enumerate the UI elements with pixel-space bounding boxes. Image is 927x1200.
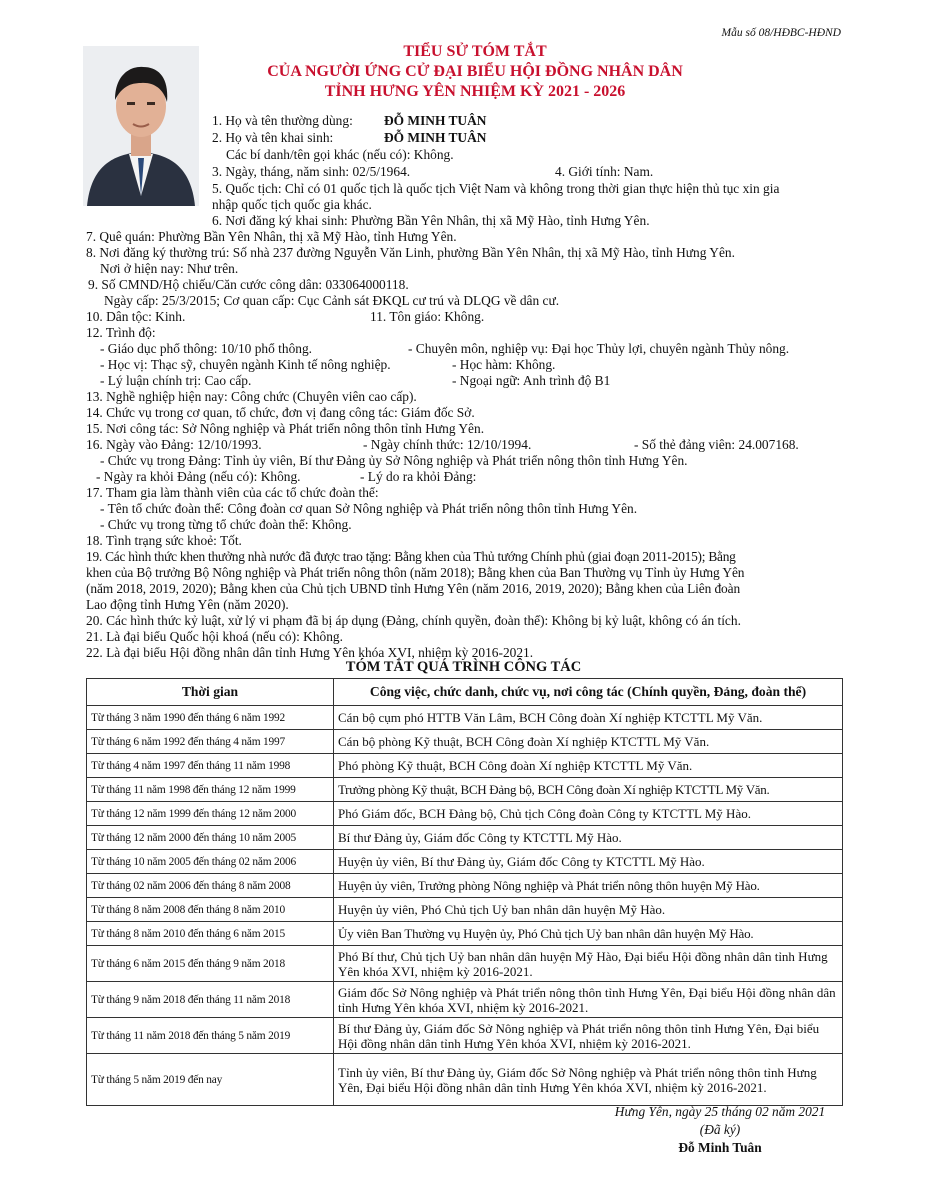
table-row xyxy=(87,730,843,754)
nationality-line-1: 5. Quốc tịch: Chỉ có 01 quốc tịch là quốc tịch Việt Nam và không trong thời gian thực hiện thủ tục xin gia xyxy=(212,181,780,196)
discipline: 20. Các hình thức kỷ luật, xử lý vi phạm đã bị áp dụng (Đảng, chính quyền, đoàn thể): Không bị kỷ luật, không có án tích. xyxy=(86,613,741,628)
id-issue: Ngày cấp: 25/3/2015; Cơ quan cấp: Cục Cảnh sát ĐKQL cư trú và DLQG về dân cư. xyxy=(104,293,560,308)
period-cell: Từ tháng 5 năm 2019 đến nay xyxy=(87,1054,334,1106)
title-line-1: TIỂU SỬ TÓM TẮT xyxy=(403,43,547,60)
id-number: 9. Số CMND/Hộ chiếu/Căn cước công dân: 033064000118. xyxy=(88,277,409,292)
signature-status: (Đã ký) xyxy=(699,1122,741,1137)
full-name-row xyxy=(212,113,487,129)
period-cell: Từ tháng 12 năm 1999 đến tháng 12 năm 2000 xyxy=(87,802,334,826)
description-cell: Ủy viên Ban Thường vụ Huyện ủy, Phó Chủ tịch Uỷ ban nhân dân huyện Mỹ Hào. xyxy=(334,922,843,946)
period-cell: Từ tháng 8 năm 2008 đến tháng 8 năm 2010 xyxy=(87,898,334,922)
foreign-language: - Ngoại ngữ: Anh trình độ B1 xyxy=(452,373,611,388)
party-join-date: 16. Ngày vào Đảng: 12/10/1993. xyxy=(86,437,262,452)
full-name-label: 1. Họ và tên thường dùng: xyxy=(212,113,353,128)
birth-name-row xyxy=(212,130,487,146)
birth-date: 3. Ngày, tháng, năm sinh: 02/5/1964. xyxy=(212,164,411,179)
description-cell: Huyện ủy viên, Trưởng phòng Nông nghiệp và Phát triển nông thôn huyện Mỹ Hào. xyxy=(334,874,843,898)
religion: 11. Tôn giáo: Không. xyxy=(370,309,485,324)
table-row xyxy=(87,1054,843,1106)
academic-title: - Học hàm: Không. xyxy=(452,357,556,372)
permanent-residence: 8. Nơi đăng ký thường trú: Số nhà 237 đường Nguyễn Văn Linh, phường Bần Yên Nhân, thị xã Mỹ Hào, tỉnh Hưng Yên. xyxy=(86,245,735,260)
gender: 4. Giới tính: Nam. xyxy=(555,164,654,179)
health-status: 18. Tình trạng sức khoẻ: Tốt. xyxy=(86,533,242,548)
birth-name-value: ĐỖ MINH TUÂN xyxy=(384,130,487,145)
position: 14. Chức vụ trong cơ quan, tổ chức, đơn vị đang công tác: Giám đốc Sở. xyxy=(86,405,475,420)
academic-degree: - Học vị: Thạc sỹ, chuyên ngành Kinh tế nông nghiệp. xyxy=(100,357,391,372)
table-row xyxy=(87,946,843,982)
period-cell: Từ tháng 9 năm 2018 đến tháng 11 năm 2018 xyxy=(87,982,334,1018)
full-name-value: ĐỖ MINH TUÂN xyxy=(384,113,487,128)
header-description: Công việc, chức danh, chức vụ, nơi công tác (Chính quyền, Đảng, đoàn thể) xyxy=(334,679,843,706)
description-cell: Tỉnh ủy viên, Bí thư Đảng ủy, Giám đốc Sở Nông nghiệp và Phát triển nông thôn tỉnh Hưng Yên, Đại biểu Hội đồng nhân dân tỉnh Hưng Yên khóa XVI, nhiệm kỳ 2016-2021. xyxy=(334,1054,843,1106)
table-row xyxy=(87,802,843,826)
description-cell: Huyện ủy viên, Phó Chủ tịch Uỷ ban nhân dân huyện Mỹ Hào. xyxy=(334,898,843,922)
description-cell: Bí thư Đảng ủy, Giám đốc Sở Nông nghiệp và Phát triển nông thôn tỉnh Hưng Yên, Đại biểu Hội đồng nhân dân tỉnh Hưng Yên khóa XVI, nhiệm kỳ 2016-2021. xyxy=(334,1018,843,1054)
table-row xyxy=(87,874,843,898)
form-code: Mẫu số 08/HĐBC-HĐND xyxy=(721,27,841,39)
political-theory: - Lý luận chính trị: Cao cấp. xyxy=(100,373,252,388)
period-cell: Từ tháng 8 năm 2010 đến tháng 6 năm 2015 xyxy=(87,922,334,946)
table-row xyxy=(87,982,843,1018)
portrait-image xyxy=(83,46,199,206)
hometown: 7. Quê quán: Phường Bần Yên Nhân, thị xã Mỹ Hào, tỉnh Hưng Yên. xyxy=(86,229,457,244)
awards-line-3: (năm 2018, 2019, 2020); Bằng khen của Chủ tịch UBND tỉnh Hưng Yên (năm 2016, 2019, 2020); Bằng khen của Liên đoàn xyxy=(86,581,741,596)
signature-name: Đỗ Minh Tuân xyxy=(678,1140,762,1155)
period-cell: Từ tháng 11 năm 1998 đến tháng 12 năm 1999 xyxy=(87,778,334,802)
work-history-title: TÓM TẮT QUÁ TRÌNH CÔNG TÁC xyxy=(345,659,582,675)
period-cell: Từ tháng 12 năm 2000 đến tháng 10 năm 2005 xyxy=(87,826,334,850)
table-row xyxy=(87,898,843,922)
period-cell: Từ tháng 6 năm 2015 đến tháng 9 năm 2018 xyxy=(87,946,334,982)
period-cell: Từ tháng 10 năm 2005 đến tháng 02 năm 2006 xyxy=(87,850,334,874)
table-row xyxy=(87,826,843,850)
nationality-line-2: nhập quốc tịch quốc gia khác. xyxy=(212,197,372,212)
period-cell: Từ tháng 3 năm 1990 đến tháng 6 năm 1992 xyxy=(87,706,334,730)
table-row xyxy=(87,706,843,730)
party-leave-reason: - Lý do ra khỏi Đảng: xyxy=(360,469,477,484)
portrait-photo xyxy=(83,46,199,206)
birth-name-label: 2. Họ và tên khai sinh: xyxy=(212,130,334,145)
table-row xyxy=(87,922,843,946)
period-cell: Từ tháng 6 năm 1992 đến tháng 4 năm 1997 xyxy=(87,730,334,754)
organization-name: - Tên tổ chức đoàn thể: Công đoàn cơ quan Sở Nông nghiệp và Phát triển nông thôn tỉnh Hưng Yên. xyxy=(100,501,638,516)
awards-line-4: Lao động tỉnh Hưng Yên (năm 2020). xyxy=(86,597,289,612)
party-card-number: - Số thẻ đảng viên: 24.007168. xyxy=(634,437,799,452)
awards-line-1: 19. Các hình thức khen thưởng nhà nước đã được trao tặng: Bằng khen của Thủ tướng Chính phủ (giai đoạn 2011-2015); Bằng xyxy=(86,549,736,564)
council-membership: 22. Là đại biểu Hội đồng nhân dân tỉnh Hưng Yên khóa XVI, nhiệm kỳ 2016-2021. xyxy=(86,645,534,660)
description-cell: Huyện ủy viên, Bí thư Đảng ủy, Giám đốc Công ty KTCTTL Mỹ Hào. xyxy=(334,850,843,874)
national-assembly: 21. Là đại biểu Quốc hội khoá (nếu có): Không. xyxy=(86,629,343,644)
period-cell: Từ tháng 4 năm 1997 đến tháng 11 năm 1998 xyxy=(87,754,334,778)
description-cell: Phó phòng Kỹ thuật, BCH Công đoàn Xí nghiệp KTCTTL Mỹ Văn. xyxy=(334,754,843,778)
title-line-2: CỦA NGƯỜI ỨNG CỬ ĐẠI BIỂU HỘI ĐỒNG NHÂN DÂN xyxy=(267,63,683,80)
description-cell: Phó Bí thư, Chủ tịch Uỷ ban nhân dân huyện Mỹ Hào, Đại biểu Hội đồng nhân dân tỉnh Hưng Yên khóa XVI, nhiệm kỳ 2016-2021. xyxy=(334,946,843,982)
work-history-table xyxy=(86,678,843,1106)
organizations-heading: 17. Tham gia làm thành viên của các tổ chức đoàn thể: xyxy=(86,485,379,500)
description-cell: Giám đốc Sở Nông nghiệp và Phát triển nông thôn tỉnh Hưng Yên, Đại biểu Hội đồng nhân dân tỉnh Hưng Yên khóa XVI, nhiệm kỳ 2016-2021. xyxy=(334,982,843,1018)
general-education: - Giáo dục phổ thông: 10/10 phổ thông. xyxy=(100,341,313,356)
specialization: - Chuyên môn, nghiệp vụ: Đại học Thủy lợi, chuyên ngành Thủy nông. xyxy=(408,341,790,356)
party-position: - Chức vụ trong Đảng: Tỉnh ủy viên, Bí thư Đảng ủy Sở Nông nghiệp và Phát triển nông thôn tỉnh Hưng Yên. xyxy=(100,453,688,468)
title-line-3: TỈNH HƯNG YÊN NHIỆM KỲ 2021 - 2026 xyxy=(324,83,626,100)
workplace: 15. Nơi công tác: Sở Nông nghiệp và Phát triển nông thôn tỉnh Hưng Yên. xyxy=(86,421,485,436)
awards-line-2: khen của Bộ trưởng Bộ Nông nghiệp và Phát triển nông thôn (năm 2018); Bằng khen của Ban Thường vụ Tỉnh ủy Hưng Yên xyxy=(86,565,745,580)
period-cell: Từ tháng 02 năm 2006 đến tháng 8 năm 2008 xyxy=(87,874,334,898)
birth-registration: 6. Nơi đăng ký khai sinh: Phường Bần Yên Nhân, thị xã Mỹ Hào, tỉnh Hưng Yên. xyxy=(212,213,650,228)
party-official-date: - Ngày chính thức: 12/10/1994. xyxy=(363,437,532,452)
document-title xyxy=(210,42,740,102)
description-cell: Phó Giám đốc, BCH Đảng bộ, Chủ tịch Công đoàn Công ty KTCTTL Mỹ Hào. xyxy=(334,802,843,826)
signature-place-date: Hưng Yên, ngày 25 tháng 02 năm 2021 xyxy=(614,1104,826,1119)
occupation: 13. Nghề nghiệp hiện nay: Công chức (Chuyên viên cao cấp). xyxy=(86,389,417,404)
aliases: Các bí danh/tên gọi khác (nếu có): Không. xyxy=(226,147,454,162)
ethnicity: 10. Dân tộc: Kinh. xyxy=(86,309,186,324)
description-cell: Cán bộ cụm phó HTTB Văn Lâm, BCH Công đoàn Xí nghiệp KTCTTL Mỹ Văn. xyxy=(334,706,843,730)
table-row xyxy=(87,1018,843,1054)
description-cell: Bí thư Đảng ủy, Giám đốc Công ty KTCTTL Mỹ Hào. xyxy=(334,826,843,850)
description-cell: Cán bộ phòng Kỹ thuật, BCH Công đoàn Xí nghiệp KTCTTL Mỹ Văn. xyxy=(334,730,843,754)
table-row xyxy=(87,754,843,778)
current-residence: Nơi ở hiện nay: Như trên. xyxy=(100,261,239,276)
education-heading: 12. Trình độ: xyxy=(86,325,156,340)
organization-position: - Chức vụ trong từng tổ chức đoàn thể: Không. xyxy=(100,517,352,532)
table-row xyxy=(87,850,843,874)
table-row xyxy=(87,778,843,802)
period-cell: Từ tháng 11 năm 2018 đến tháng 5 năm 2019 xyxy=(87,1018,334,1054)
party-leave-date: - Ngày ra khỏi Đảng (nếu có): Không. xyxy=(96,469,301,484)
header-period: Thời gian xyxy=(87,679,334,706)
table-header-row xyxy=(87,679,843,706)
description-cell: Trưởng phòng Kỹ thuật, BCH Đảng bộ, BCH Công đoàn Xí nghiệp KTCTTL Mỹ Văn. xyxy=(334,778,843,802)
